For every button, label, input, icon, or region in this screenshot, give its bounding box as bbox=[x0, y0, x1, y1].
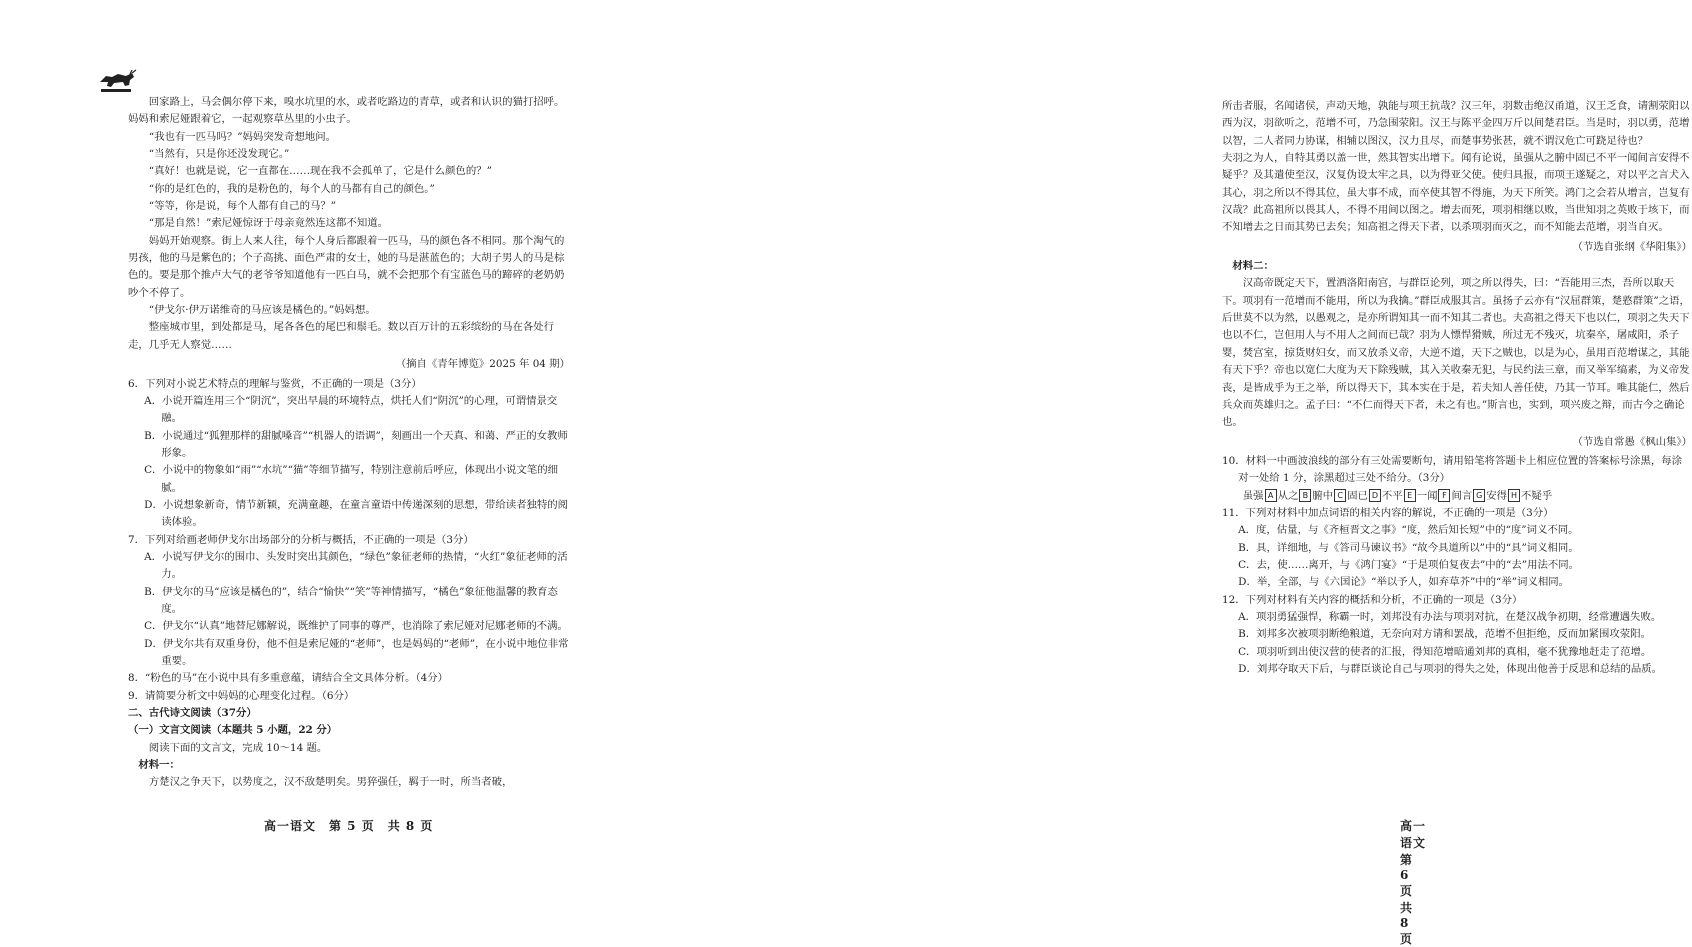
q12-option-c: C．项羽听到出使汉营的使者的汇报，得知范增暗通刘邦的真相，毫不犹豫地赶走了范增。 bbox=[1238, 645, 1652, 658]
story-para: “伊戈尔·伊万诺维奇的马应该是橘色的。”妈妈想。 bbox=[148, 304, 376, 317]
story-para: 回家路上，马会偶尔停下来，嗅水坑里的水，或者吃路边的青草，或者和认识的猫打招呼。妈妈和索尼娅跟着它，一起观察草丛里的小虫子。 bbox=[128, 96, 565, 126]
page-right bbox=[600, 0, 1692, 946]
story-para: “等等，你是说，每个人都有自己的马？” bbox=[148, 200, 337, 213]
left-column bbox=[128, 94, 570, 792]
segment: 腑中 bbox=[1312, 489, 1334, 502]
q6-option-d: D．小说想象新奇，情节新颖，充满童趣，在童言童语中传递深刻的思想，带给读者独特的阅读体验。 bbox=[144, 498, 569, 529]
question-8: 8．“粉色的马”在小说中具有多重意蕴，请结合全文具体分析。（4分） bbox=[128, 672, 448, 685]
bull-logo-icon bbox=[96, 68, 138, 94]
segment: 不平 bbox=[1381, 489, 1403, 502]
page-left bbox=[0, 0, 600, 848]
story-para: “当然有，只是你还没发现它。” bbox=[148, 148, 290, 161]
question-6: 6．下列对小说艺术特点的理解与鉴赏，不正确的一项是（3分） bbox=[128, 377, 422, 390]
story-para: “我也有一匹马吗？”妈妈突发奇想地问。 bbox=[148, 130, 337, 143]
question-12: 12．下列对材料有关内容的概括和分析，不正确的一项是（3分） bbox=[1222, 593, 1523, 606]
material-1-text: 方楚汉之争天下，以势度之，汉不敌楚明矣。男猝强任，羁于一时，所当者破， bbox=[148, 776, 513, 789]
q12-option-b: B．刘邦多次被项羽断绝粮道，无奈向对方请和罢战，范增不但拒绝，反而加紧围攻荥阳。 bbox=[1238, 628, 1651, 641]
segment: 固已 bbox=[1347, 489, 1368, 502]
material-1-continued: 夫羽之为人，自特其勇以盖一世，然其智实出增下。闻有论说，虽强从之腑中固已不平一闻间言安得不疑乎？及其遣使至汉，汉复伪设太牢之具，以为得亚父使。使归具报，而项王遂疑之，对以平之言犬入其心，羽之所以不得其位，虽大事不成，而卒使其智不得施，为天下所笑。鸿门之会若从增言，岂复有汉哉？此高祖所以畏其人，不得不用间以图之。增去而死，项羽相继以败，当世知羽之英败于垓下，而不知增去之日而其势已去矣；知高祖之得天下者，以杀项羽而灭之，而不知能去范增，羽当自灭。 bbox=[1222, 152, 1690, 234]
q11-option-d: D．举，全部，与《六国论》“举以予人，如弃草芥”中的“举”词义相同。 bbox=[1238, 576, 1570, 589]
answer-box-f[interactable]: F bbox=[1438, 489, 1450, 502]
answer-box-g[interactable]: G bbox=[1473, 489, 1485, 502]
sentence-break-boxes bbox=[1222, 488, 1692, 505]
q11-option-b: B．具，详细地，与《答司马谏议书》“故今具道所以”中的“具”词义相同。 bbox=[1238, 541, 1579, 554]
segment: 从之 bbox=[1277, 489, 1299, 502]
answer-box-h[interactable]: H bbox=[1508, 489, 1520, 502]
q12-option-d: D．刘邦夺取天下后，与群臣谈论自己与项羽的得失之处，体现出他善于反思和总结的品质。 bbox=[1238, 663, 1663, 675]
story-para: “那是自然！”索尼娅惊讶于母亲竟然连这都不知道。 bbox=[148, 217, 389, 230]
subsection-heading: （一）文言文阅读（本题共 5 小题，22 分） bbox=[128, 724, 338, 737]
story-para: “真好！也就是说，它一直都在……现在我不会孤单了，它是什么颜色的？” bbox=[148, 165, 492, 178]
q7-option-a: A．小说写伊戈尔的围巾、头发时突出其颜色，“绿色”象征老师的热情，“火红”象征老师的活力。 bbox=[144, 550, 568, 581]
q11-option-a: A．度，估量，与《齐桓晋文之事》“度，然后知长短”中的“度”词义不同。 bbox=[1238, 524, 1579, 537]
segment: 一闻 bbox=[1416, 489, 1438, 502]
right-column bbox=[1222, 98, 1692, 678]
question-11: 11．下列对材料中加点词语的相关内容的解说，不正确的一项是（3分） bbox=[1222, 506, 1554, 519]
q6-option-c: C．小说中的物象如“雨”“水坑”“猫”等细节描写，特别注意前后呼应，体现出小说文笔的细腻。 bbox=[144, 464, 558, 494]
q12-option-a: A．项羽勇猛强悍，称霸一时，刘邦没有办法与项羽对抗，在楚汉战争初期，经常遭遇失败。 bbox=[1238, 610, 1662, 623]
answer-box-d[interactable]: D bbox=[1369, 489, 1381, 502]
material-2-text: 汉高帝既定天下，置酒洛阳南宫，与群臣论列，项之所以得失，曰：“吾能用三杰，吾所以取天下。项羽有一范增而不能用，所以为我擒。”群臣成服其言。虽扬子云亦有“汉屈群策，楚憝群策”之语，后世莫不以为然，以愚观之，是亦所谓知其一而不知其二者也。夫高祖之得天下也以仁，项羽之失天下也以不仁，岂但用人与不用人之间而已哉？羽为人慓悍猾贼，所过无不残灭，坑秦卒，屠咸阳，杀子婴，焚宫室，掠货财妇女，而又放杀义帝，大逆不道，天下之贼也，以是为心，虽用百范增谋之，其能有天下乎？帝也以宽仁大度为天下除残贼，其入关收秦无犯，与民约法三章，而又举军缟素，为义帝发丧，是皆成乎为王之举，所以得天下，其本实在于是，若夫知人善任使，乃其一节耳。唯其能仁，然后兵众而英雄归之。孟子曰：“不仁而得天下者，未之有也。”斯言也，实到，项兴废之辩，而古今之确论也。 bbox=[1222, 277, 1690, 429]
story-para: 整座城市里，到处都是马，尾各各色的尾巴和鬃毛。数以百万计的五彩缤纷的马在各处行走，几乎无人察觉…… bbox=[128, 321, 555, 351]
material-1-source: （节选自张纲《华阳集》） bbox=[1572, 240, 1692, 253]
material-2-source: （节选自常愚《枫山集》） bbox=[1572, 435, 1692, 448]
story-para: 妈妈开始观察。街上人来人往，每个人身后都跟着一匹马，马的颜色各不相同。那个淘气的男孩，他的马是紫色的；个子高挑、面色严肃的女士，她的马是湛蓝色的；大胡子男人的马是棕色的。要是那个推卢大气的老爷爷知道他有一匹白马，就不会把那个有宝蓝色马的蹄碎的老奶奶吵个不停了。 bbox=[128, 234, 565, 299]
page-footer: 高一语文 第 6 页 共 8 页 bbox=[1400, 819, 1440, 946]
answer-box-c[interactable]: C bbox=[1334, 489, 1346, 502]
q6-option-a: A．小说开篇连用三个“阴沉”，突出早晨的环境特点，烘托人们“阴沉”的心理，可谓情景交融。 bbox=[144, 394, 558, 425]
segment: 安得 bbox=[1486, 489, 1508, 502]
question-7: 7．下列对给画老师伊戈尔出场部分的分析与概括，不正确的一项是（3分） bbox=[128, 533, 474, 546]
answer-box-b[interactable]: B bbox=[1299, 489, 1311, 502]
material-1-label: 材料一： bbox=[138, 759, 180, 772]
q11-option-c: C．去，使……离开，与《鸿门宴》“于是项伯复夜去”中的“去”用法不同。 bbox=[1238, 558, 1580, 571]
question-10: 10．材料一中画波浪线的部分有三处需要断句，请用铅笔将答题卡上相应位置的答案标号涂黑，每涂对一处给 1 分，涂黑超过三处不给分。（3分） bbox=[1222, 454, 1683, 485]
answer-box-a[interactable]: A bbox=[1265, 489, 1277, 502]
material-2-label: 材料二： bbox=[1232, 260, 1274, 273]
segment: 间言 bbox=[1451, 489, 1473, 502]
story-source: （摘自《青年博览》2025 年 04 期） bbox=[395, 358, 570, 371]
material-1-continued: 所击者服，名闻诸侯，声动天地，孰能与项王抗哉？汉三年，羽数击绝汉甬道，汉王乏食，请割荥阳以西为汉，羽欲听之，范增不可，乃急围荥阳。汉王与陈平金四万斤以间楚君臣。当是时，羽以勇，范增以智，二人者同力协谋，相辅以图汉，汉力且尽，而楚事势张甚，就不谓汉危亡可跷足待也？ bbox=[1222, 100, 1690, 147]
segment: 不疑乎 bbox=[1521, 489, 1553, 502]
section-heading: 二、古代诗文阅读（37分） bbox=[128, 707, 257, 720]
story-para: “你的是红色的，我的是粉色的，每个人的马都有自己的颜色。” bbox=[148, 182, 435, 195]
segment: 虽强 bbox=[1242, 489, 1264, 502]
q6-option-b: B．小说通过“狐狸那样的甜腻嗓音”“机器人的语调”，刻画出一个天真、和蔼、严正的女教师形象。 bbox=[144, 429, 568, 459]
reading-instruction: 阅读下面的文言文，完成 10～14 题。 bbox=[148, 741, 328, 754]
page-footer: 高一语文 第 5 页 共 8 页 bbox=[264, 819, 434, 833]
q7-option-d: D．伊戈尔共有双重身份，他不但是索尼娅的“老师”，也是妈妈的“老师”，在小说中地位非常重要。 bbox=[144, 637, 569, 667]
answer-box-e[interactable]: E bbox=[1404, 489, 1416, 502]
q7-option-c: C．伊戈尔“认真”地替尼娜解说，既维护了同事的尊严，也消除了索尼娅对尼娜老师的不满。 bbox=[144, 620, 568, 633]
question-9: 9．请简要分析文中妈妈的心理变化过程。（6分） bbox=[128, 689, 355, 702]
q7-option-b: B．伊戈尔的马“应该是橘色的”，结合“愉快”“笑”等神情描写，“橘色”象征他温馨的教育态度。 bbox=[144, 585, 558, 615]
